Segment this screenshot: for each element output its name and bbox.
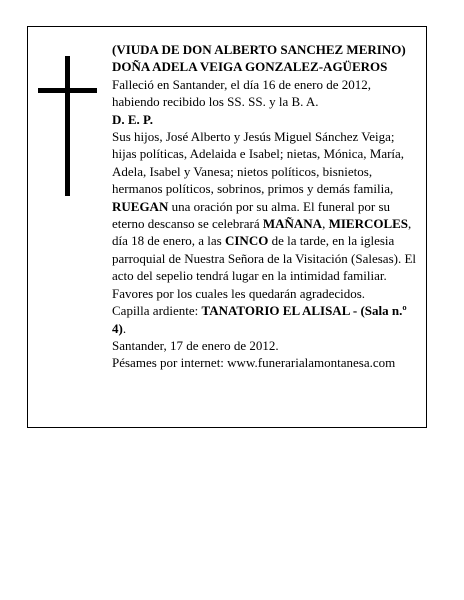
chapel-name: TANATORIO EL ALISAL - (Sala n.º 4) [112,303,407,336]
manana-word: MAÑANA [262,216,323,232]
family-list: Sus hijos, José Alberto y Jesús Miguel Sánchez Veiga; hijas políticas, Adelaida e Isabel; nietas, Mónica, María, Adela, Isabel y Vanesa; nietos políticos, bisnietos, hermanos políticos, sobrinos, primos y demás familia, [112,129,405,197]
funeral-details: de la tarde, en la iglesia parroquial de Nuestra Señora de la Visitación (Salesas). El acto del sepelio tendrá lugar en la intimidad familiar. Favores por los cuales les quedarán agradecidos. [112,233,417,301]
cross-icon-crossbar [38,88,97,93]
comma-separator: , [322,216,329,232]
widow-of-line: (VIUDA DE DON ALBERTO SANCHEZ MERINO) [112,42,406,57]
ruegan-word: RUEGAN [112,198,169,214]
death-announcement: Falleció en Santander, el día 16 de enero de 2012, habiendo recibido los SS. SS. y la B. A. [112,76,372,110]
obituary-text [112,41,420,372]
funeral-paragraph [112,198,420,302]
condolences-line: Pésames por internet: www.funerarialamontanesa.com [112,355,396,371]
deceased-name: DOÑA ADELA VEIGA GONZALEZ-AGÜEROS [112,59,388,75]
chapel-line [112,302,420,337]
dep-line: D. E. P. [112,111,154,127]
cinco-word: CINCO [224,233,269,249]
chapel-label: Capilla ardiente: [112,303,202,319]
prayer-request: una oración por su alma. El funeral por su eterno descanso se celebrará [112,198,390,232]
chapel-end: . [122,320,127,336]
place-date: Santander, 17 de enero de 2012. [112,337,279,353]
cross-icon [65,56,70,196]
date-time-text: , día 18 de enero, a las [112,216,412,249]
miercoles-word: MIERCOLES [328,216,409,232]
